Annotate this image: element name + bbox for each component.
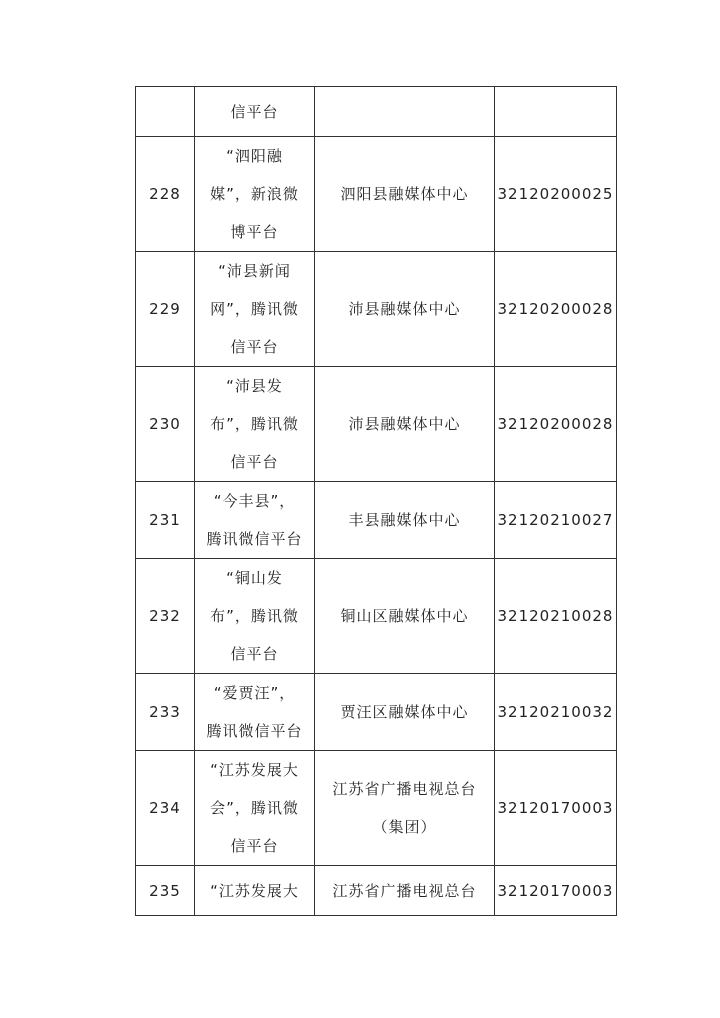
platform-name-cell [195,137,315,252]
license-code-cell: 32120210028 [495,559,617,674]
platform-name-cell [195,87,315,137]
organization-cell [315,482,495,559]
organization-text: 泗阳县融媒体中心 [340,185,469,203]
organization-text: 贾汪区融媒体中心 [340,703,469,721]
organization-cell [315,367,495,482]
platform-name-text: “铜山发布”，腾讯微信平台 [210,569,299,663]
platform-name-cell [195,559,315,674]
organization-cell [315,866,495,916]
row-number-cell: 231 [136,482,195,559]
row-number-cell: 232 [136,559,195,674]
row-number-cell: 233 [136,674,195,751]
table-row [136,674,617,751]
platform-name-text: “江苏发展大会”，腾讯微信平台 [210,761,299,855]
organization-cell [315,751,495,866]
row-number-cell: 230 [136,367,195,482]
platform-name-text: “泗阳融媒”，新浪微博平台 [210,147,299,241]
platform-name-cell [195,751,315,866]
organization-text: 丰县融媒体中心 [348,511,461,529]
organization-cell [315,87,495,137]
license-code-cell: 32120200025 [495,137,617,252]
table-row [136,87,617,137]
organization-cell [315,559,495,674]
license-code-cell: 32120200028 [495,252,617,367]
table-row [136,482,617,559]
organization-cell [315,137,495,252]
license-code-cell: 32120170003 [495,866,617,916]
license-code-cell: 32120170003 [495,751,617,866]
table-row [136,866,617,916]
platform-name-cell [195,674,315,751]
platform-name-text: “江苏发展大 [210,881,299,900]
row-number-cell: 229 [136,252,195,367]
organization-cell [315,674,495,751]
organization-cell [315,252,495,367]
organization-text: 江苏省广播电视总台 [332,881,477,900]
organization-text: 沛县融媒体中心 [348,300,461,318]
platform-name-text: “沛县发布”，腾讯微信平台 [210,377,299,471]
platform-name-text: “今丰县”，腾讯微信平台 [206,492,303,548]
row-number-cell [136,87,195,137]
license-code-cell [495,87,617,137]
platform-name-text: “沛县新闻网”，腾讯微信平台 [210,262,299,356]
platform-name-text: 信平台 [230,102,279,121]
platform-name-cell [195,482,315,559]
organization-text: 铜山区融媒体中心 [340,607,469,625]
registry-table [135,86,617,916]
table-row [136,137,617,252]
license-code-cell: 32120200028 [495,367,617,482]
table-row [136,367,617,482]
license-code-cell: 32120210027 [495,482,617,559]
organization-text: 沛县融媒体中心 [348,415,461,433]
table-row [136,751,617,866]
row-number-cell: 235 [136,866,195,916]
row-number-cell: 228 [136,137,195,252]
table-row [136,559,617,674]
platform-name-cell [195,252,315,367]
platform-name-cell [195,866,315,916]
organization-text: 江苏省广播电视总台（集团） [332,780,477,836]
platform-name-text: “爱贾汪”，腾讯微信平台 [206,684,303,740]
license-code-cell: 32120210032 [495,674,617,751]
platform-name-cell [195,367,315,482]
row-number-cell: 234 [136,751,195,866]
table-row [136,252,617,367]
